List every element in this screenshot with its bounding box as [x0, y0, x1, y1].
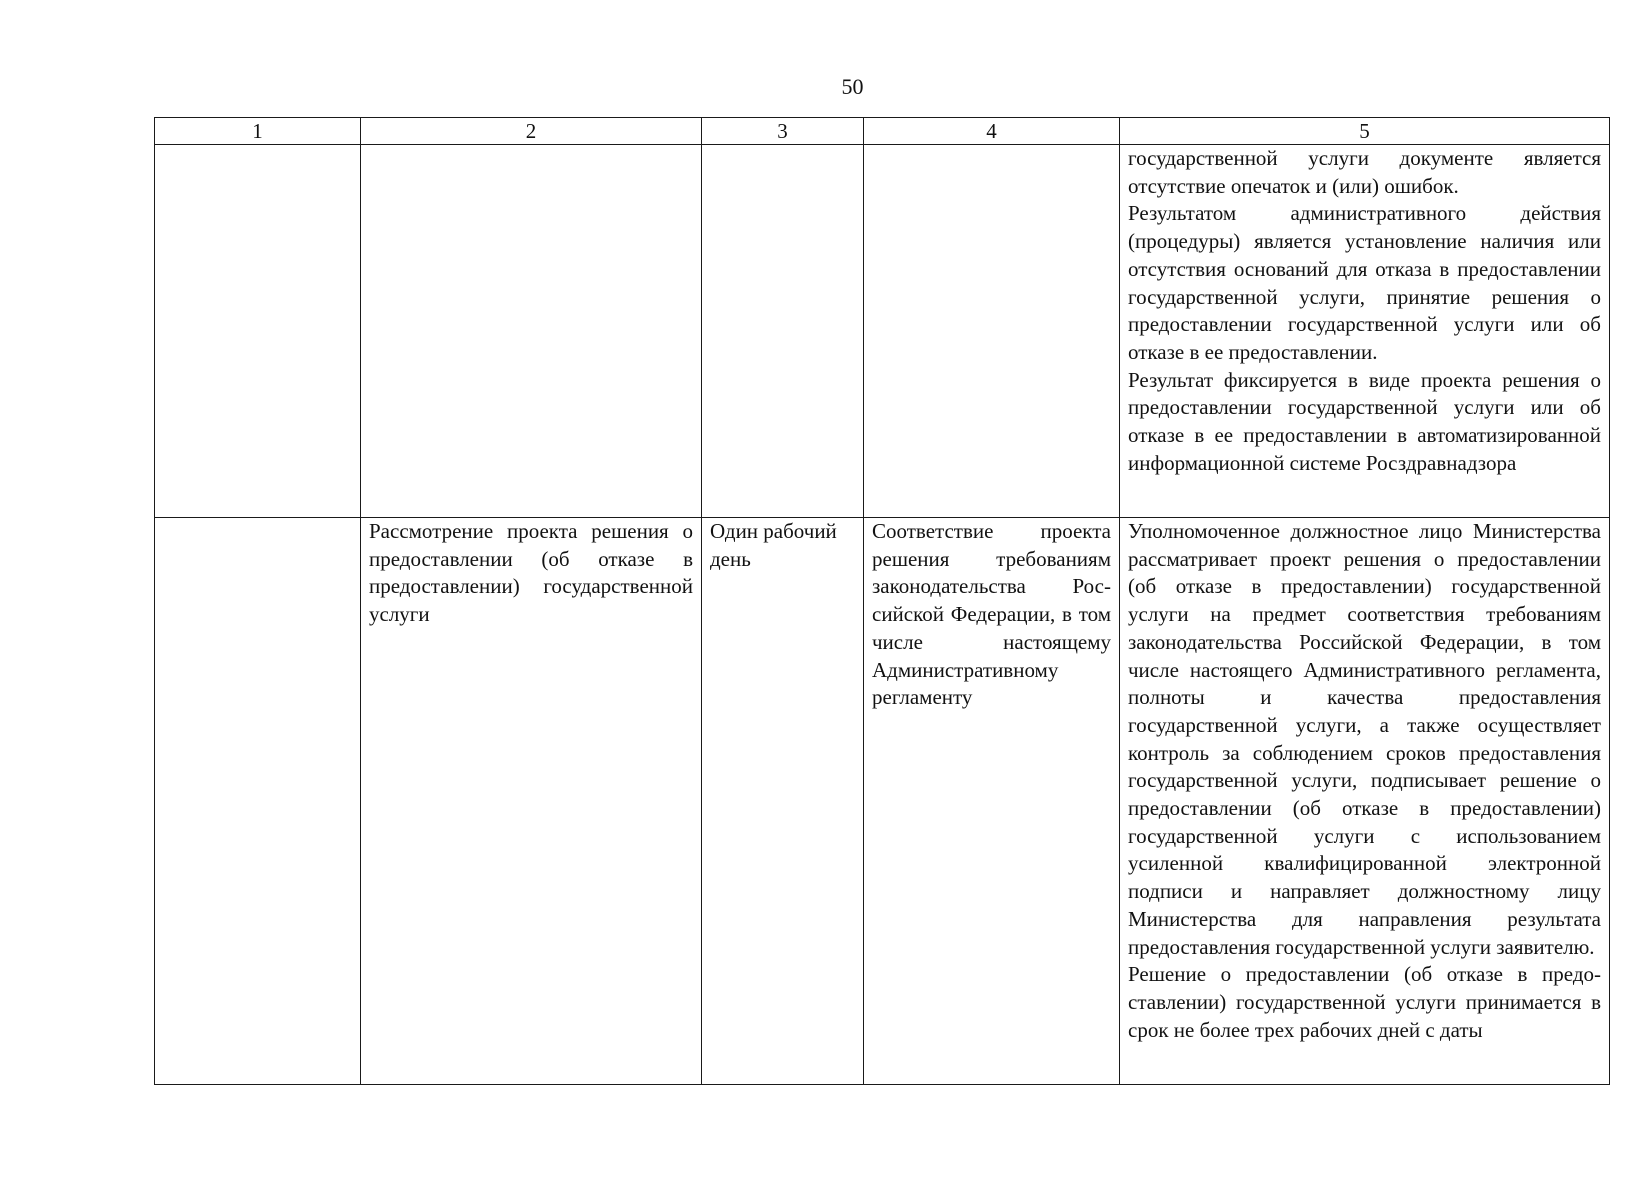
column-header-2: 2 — [361, 118, 702, 145]
row2-criteria: Соответствие проекта решения требованиям законодательства Российской Федерации, в том числе настоящему Административному регламенту — [864, 518, 1120, 1085]
row2-col5-paragraph-1: Уполномоченное должностное лицо Министерства рассматривает проект решения о предоставлении (об отказе в предоставлении) государственной услуги на предмет соответствия требованиям законодательства Российской Федерации, в том числе настоящего Административного регламента, полноты и качества предоставления государственной услуги, а также осуществляет контроль за соблюдением сроков предоставления государственной услуги, подписывает решение о предоставлении (об отказе в предоставлении) государственной услуги с использованием усиленной квалифицированной электронной подписи и направляет должностному лицу Министерства для направления результата предоставления государственной услуги заявителю. — [1128, 519, 1601, 959]
row2-col5-paragraph-2: Решение о предоставлении (об отказе в предоставлении) государственной услуги принимается в срок не более трех рабочих дней с даты — [1128, 962, 1601, 1042]
row2-procedure-name: Рассмотрение проекта решения о предоставлении (об отказе в предоставлении) государственной услуги — [361, 518, 702, 1085]
row1-col5-paragraph-2: Результатом административного действия (процедуры) является установление наличия или отсутствия оснований для отказа в предоставлении государственной услуги, принятие решения о предоставлении государственной услуги или об отказе в ее предоставлении. — [1128, 201, 1601, 364]
row1-col5-paragraph-1: государственной услуги документе является отсутствие опечаток и (или) ошибок. — [1128, 146, 1601, 198]
table-row — [155, 145, 1610, 518]
procedure-table — [154, 117, 1610, 1085]
row1-col2-cell — [361, 145, 702, 518]
row2-col1-cell — [155, 518, 361, 1085]
page-number: 50 — [841, 74, 864, 99]
table-row — [155, 518, 1610, 1085]
table-header-row — [155, 118, 1610, 145]
row1-col5-cell — [1120, 145, 1610, 518]
row1-col5-paragraph-3: Результат фиксируется в виде проекта решения о предоставлении государственной услуги или об отказе в ее предоставлении в автоматизированной информационной системе Росздравнадзора — [1128, 367, 1601, 475]
row1-col3-cell — [702, 145, 864, 518]
row1-col4-cell — [864, 145, 1120, 518]
column-header-1: 1 — [155, 118, 361, 145]
column-header-5: 5 — [1120, 118, 1610, 145]
column-header-3: 3 — [702, 118, 864, 145]
row2-col5-cell — [1120, 518, 1610, 1085]
row2-duration: Один рабочий день — [702, 518, 864, 1085]
row1-col1-cell — [155, 145, 361, 518]
column-header-4: 4 — [864, 118, 1120, 145]
